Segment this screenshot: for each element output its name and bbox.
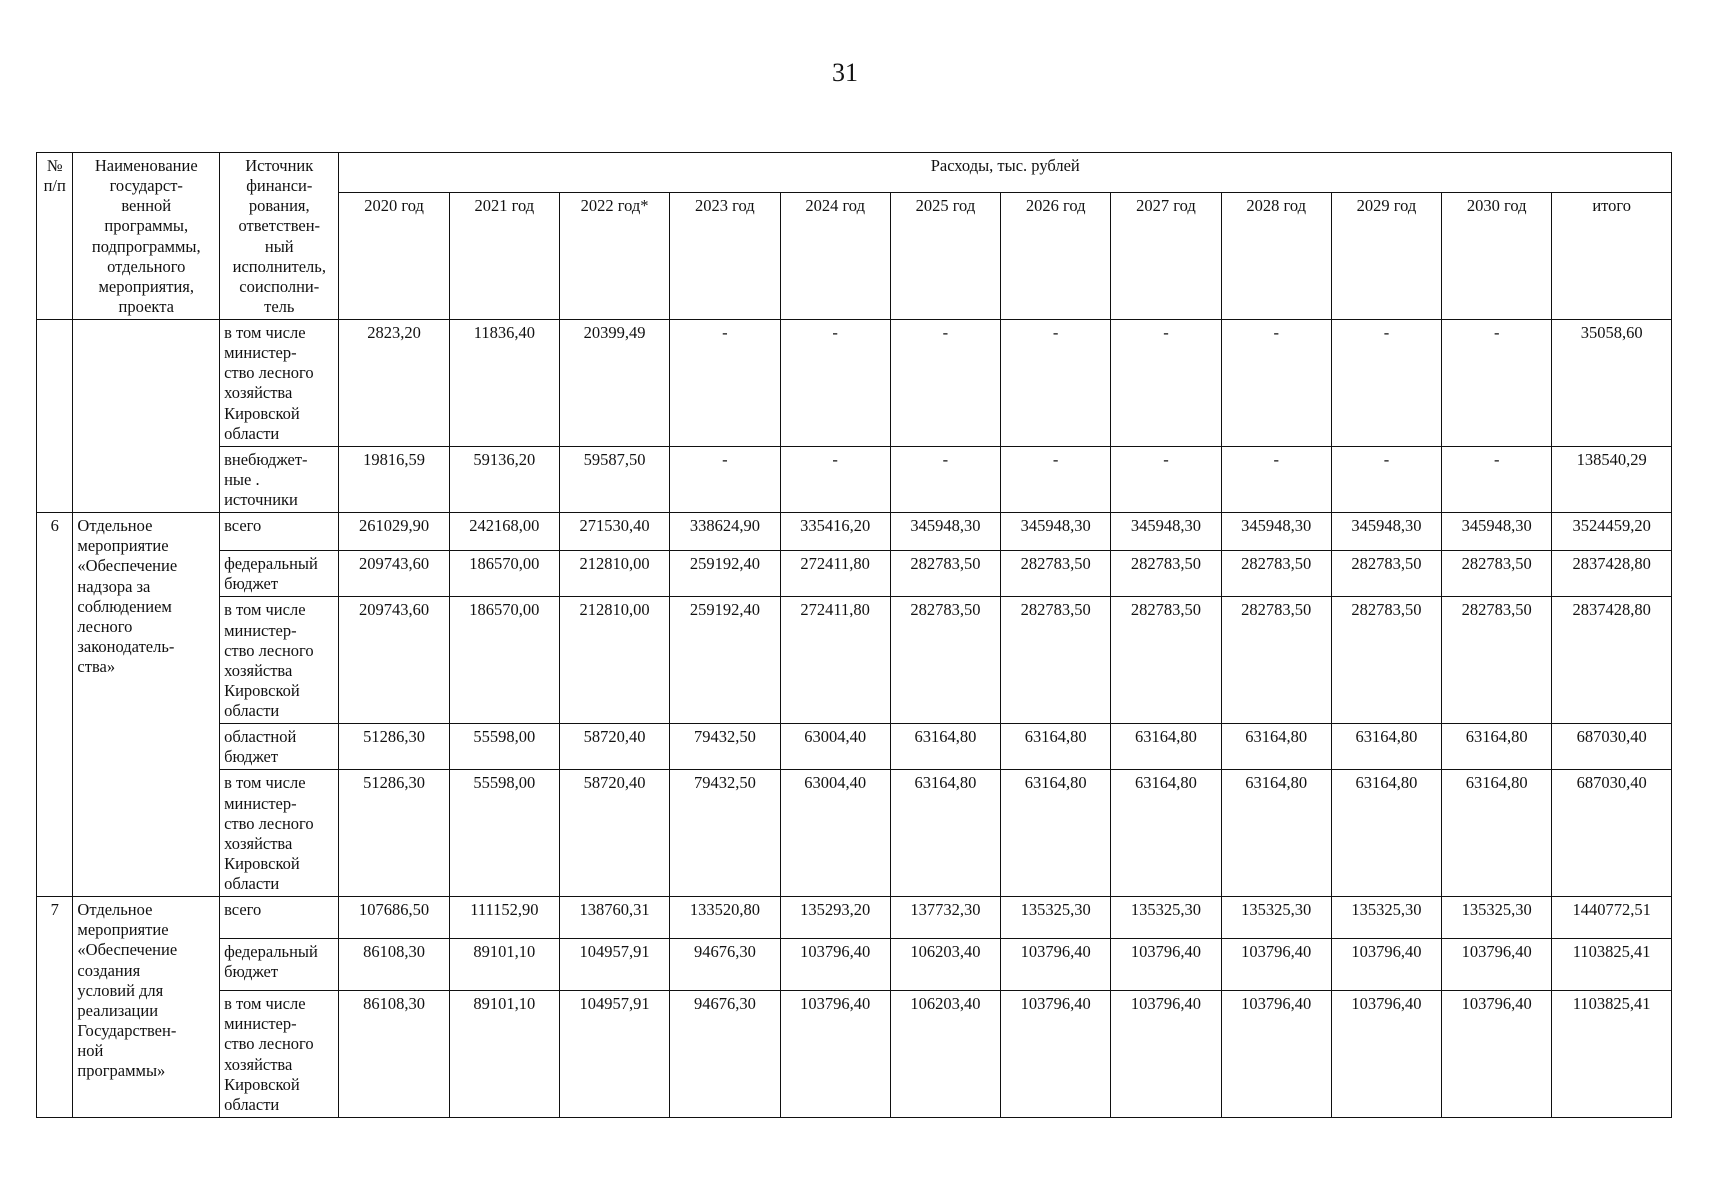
year-value: 63164,80 <box>1111 724 1221 770</box>
year-value: 63164,80 <box>890 724 1000 770</box>
year-value: 186570,00 <box>449 597 559 724</box>
year-value: 94676,30 <box>670 991 780 1118</box>
year-value: 345948,30 <box>1221 513 1331 551</box>
header-expenses: Расходы, тыс. рублей <box>339 153 1672 193</box>
year-value: 345948,30 <box>1442 513 1552 551</box>
year-value: 63164,80 <box>1442 724 1552 770</box>
year-value: 63164,80 <box>890 770 1000 897</box>
table-row <box>37 446 1672 512</box>
header-source: Источник финанси- рования, ответствен- ный исполнитель, соисполни- тель <box>220 153 339 320</box>
year-value: 209743,60 <box>339 597 449 724</box>
year-value: 212810,00 <box>559 597 669 724</box>
year-value: - <box>1221 446 1331 512</box>
year-value: 261029,90 <box>339 513 449 551</box>
year-value: 282783,50 <box>1442 597 1552 724</box>
year-value: 63164,80 <box>1001 770 1111 897</box>
year-value: 103796,40 <box>780 939 890 991</box>
year-value: 272411,80 <box>780 551 890 597</box>
year-value: - <box>670 446 780 512</box>
year-value: 282783,50 <box>890 597 1000 724</box>
funding-source: в том числе министер- ство лесного хозяйства Кировской области <box>220 597 339 724</box>
year-value: 51286,30 <box>339 770 449 897</box>
year-value: 135325,30 <box>1221 897 1331 939</box>
year-value: 104957,91 <box>559 991 669 1118</box>
funding-source: всего <box>220 897 339 939</box>
year-value: 186570,00 <box>449 551 559 597</box>
year-value: 63164,80 <box>1442 770 1552 897</box>
funding-source: областной бюджет <box>220 724 339 770</box>
year-value: 94676,30 <box>670 939 780 991</box>
year-value: - <box>890 320 1000 447</box>
header-year: 2028 год <box>1221 193 1331 320</box>
year-value: 282783,50 <box>890 551 1000 597</box>
expenses-table <box>36 152 1672 1118</box>
year-value: 135325,30 <box>1111 897 1221 939</box>
year-value: 282783,50 <box>1331 597 1441 724</box>
year-value: 271530,40 <box>559 513 669 551</box>
year-value: 59136,20 <box>449 446 559 512</box>
year-value: 55598,00 <box>449 724 559 770</box>
year-value: 86108,30 <box>339 991 449 1118</box>
total-value: 35058,60 <box>1552 320 1672 447</box>
program-name: Отдельное мероприятие «Обеспечение создания условий для реализации Государствен- ной программы» <box>73 897 220 1118</box>
year-value: 55598,00 <box>449 770 559 897</box>
year-value: 345948,30 <box>1331 513 1441 551</box>
program-name <box>73 320 220 513</box>
year-value: 63164,80 <box>1221 770 1331 897</box>
funding-source: в том числе министер- ство лесного хозяйства Кировской области <box>220 991 339 1118</box>
total-value: 1440772,51 <box>1552 897 1672 939</box>
year-value: - <box>780 446 890 512</box>
year-value: 58720,40 <box>559 770 669 897</box>
total-value: 3524459,20 <box>1552 513 1672 551</box>
year-value: 135325,30 <box>1001 897 1111 939</box>
table-row <box>37 770 1672 897</box>
header-year: 2030 год <box>1442 193 1552 320</box>
header-year: 2020 год <box>339 193 449 320</box>
year-value: 103796,40 <box>1111 939 1221 991</box>
year-value: 111152,90 <box>449 897 559 939</box>
year-value: 107686,50 <box>339 897 449 939</box>
year-value: 63164,80 <box>1001 724 1111 770</box>
table-row <box>37 513 1672 551</box>
total-value: 2837428,80 <box>1552 551 1672 597</box>
program-name: Отдельное мероприятие «Обеспечение надзора за соблюдением лесного законодатель- ства» <box>73 513 220 897</box>
year-value: 103796,40 <box>1221 991 1331 1118</box>
header-year: 2021 год <box>449 193 559 320</box>
year-value: 345948,30 <box>1111 513 1221 551</box>
year-value: 282783,50 <box>1111 551 1221 597</box>
table-header <box>37 153 1672 320</box>
year-value: 63004,40 <box>780 724 890 770</box>
year-value: - <box>1442 446 1552 512</box>
table-row <box>37 897 1672 939</box>
year-value: 282783,50 <box>1442 551 1552 597</box>
year-value: - <box>1331 320 1441 447</box>
year-value: - <box>890 446 1000 512</box>
year-value: 135293,20 <box>780 897 890 939</box>
table-row <box>37 724 1672 770</box>
total-value: 2837428,80 <box>1552 597 1672 724</box>
header-year: 2024 год <box>780 193 890 320</box>
year-value: 63004,40 <box>780 770 890 897</box>
total-value: 687030,40 <box>1552 724 1672 770</box>
year-value: 103796,40 <box>1442 991 1552 1118</box>
year-value: 103796,40 <box>1001 991 1111 1118</box>
header-name: Наименование государст- венной программы, подпрограммы, отдельного мероприятия, проекта <box>73 153 220 320</box>
year-value: 242168,00 <box>449 513 559 551</box>
year-value: 59587,50 <box>559 446 669 512</box>
year-value: 63164,80 <box>1221 724 1331 770</box>
year-value: 79432,50 <box>670 724 780 770</box>
year-value: 103796,40 <box>1111 991 1221 1118</box>
funding-source: в том числе министер- ство лесного хозяйства Кировской области <box>220 320 339 447</box>
funding-source: федеральный бюджет <box>220 551 339 597</box>
year-value: - <box>1001 320 1111 447</box>
year-value: 63164,80 <box>1111 770 1221 897</box>
year-value: - <box>780 320 890 447</box>
year-value: 89101,10 <box>449 939 559 991</box>
year-value: 282783,50 <box>1001 551 1111 597</box>
year-value: 103796,40 <box>1001 939 1111 991</box>
year-value: 106203,40 <box>890 991 1000 1118</box>
header-year: 2027 год <box>1111 193 1221 320</box>
year-value: 103796,40 <box>1442 939 1552 991</box>
row-number: 6 <box>37 513 73 897</box>
table-row <box>37 320 1672 447</box>
year-value: 209743,60 <box>339 551 449 597</box>
total-value: 687030,40 <box>1552 770 1672 897</box>
year-value: 137732,30 <box>890 897 1000 939</box>
year-value: 63164,80 <box>1331 724 1441 770</box>
year-value: 103796,40 <box>1221 939 1331 991</box>
year-value: 58720,40 <box>559 724 669 770</box>
table-body <box>37 320 1672 1118</box>
year-value: - <box>1331 446 1441 512</box>
table-row <box>37 991 1672 1118</box>
header-year: 2022 год* <box>559 193 669 320</box>
header-year: 2026 год <box>1001 193 1111 320</box>
year-value: 259192,40 <box>670 597 780 724</box>
total-value: 1103825,41 <box>1552 991 1672 1118</box>
year-value: 11836,40 <box>449 320 559 447</box>
funding-source: внебюджет- ные . источники <box>220 446 339 512</box>
year-value: - <box>1221 320 1331 447</box>
year-value: 212810,00 <box>559 551 669 597</box>
year-value: 282783,50 <box>1331 551 1441 597</box>
year-value: 19816,59 <box>339 446 449 512</box>
table-row <box>37 551 1672 597</box>
year-value: 282783,50 <box>1221 597 1331 724</box>
year-value: 63164,80 <box>1331 770 1441 897</box>
header-year: 2025 год <box>890 193 1000 320</box>
funding-source: федеральный бюджет <box>220 939 339 991</box>
year-value: 282783,50 <box>1221 551 1331 597</box>
year-value: 79432,50 <box>670 770 780 897</box>
year-value: - <box>1111 446 1221 512</box>
table-row <box>37 939 1672 991</box>
table-row <box>37 597 1672 724</box>
year-value: 338624,90 <box>670 513 780 551</box>
year-value: 133520,80 <box>670 897 780 939</box>
year-value: 104957,91 <box>559 939 669 991</box>
year-value: 103796,40 <box>780 991 890 1118</box>
row-number: 7 <box>37 897 73 1118</box>
header-num: № п/п <box>37 153 73 320</box>
year-value: - <box>1442 320 1552 447</box>
total-value: 138540,29 <box>1552 446 1672 512</box>
year-value: 135325,30 <box>1442 897 1552 939</box>
year-value: 106203,40 <box>890 939 1000 991</box>
year-value: 138760,31 <box>559 897 669 939</box>
year-value: 51286,30 <box>339 724 449 770</box>
year-value: 135325,30 <box>1331 897 1441 939</box>
year-value: 259192,40 <box>670 551 780 597</box>
year-value: 282783,50 <box>1001 597 1111 724</box>
year-value: 89101,10 <box>449 991 559 1118</box>
year-value: 345948,30 <box>1001 513 1111 551</box>
page-number: 31 <box>832 58 858 87</box>
year-value: - <box>1001 446 1111 512</box>
header-year: 2023 год <box>670 193 780 320</box>
funding-source: всего <box>220 513 339 551</box>
year-value: 282783,50 <box>1111 597 1221 724</box>
year-value: 86108,30 <box>339 939 449 991</box>
year-value: 2823,20 <box>339 320 449 447</box>
funding-source: в том числе министер- ство лесного хозяйства Кировской области <box>220 770 339 897</box>
year-value: 335416,20 <box>780 513 890 551</box>
header-year: 2029 год <box>1331 193 1441 320</box>
year-value: 272411,80 <box>780 597 890 724</box>
row-number <box>37 320 73 513</box>
year-value: 345948,30 <box>890 513 1000 551</box>
year-value: 20399,49 <box>559 320 669 447</box>
year-value: - <box>1111 320 1221 447</box>
total-value: 1103825,41 <box>1552 939 1672 991</box>
year-value: 103796,40 <box>1331 939 1441 991</box>
year-value: - <box>670 320 780 447</box>
header-total: итого <box>1552 193 1672 320</box>
year-value: 103796,40 <box>1331 991 1441 1118</box>
